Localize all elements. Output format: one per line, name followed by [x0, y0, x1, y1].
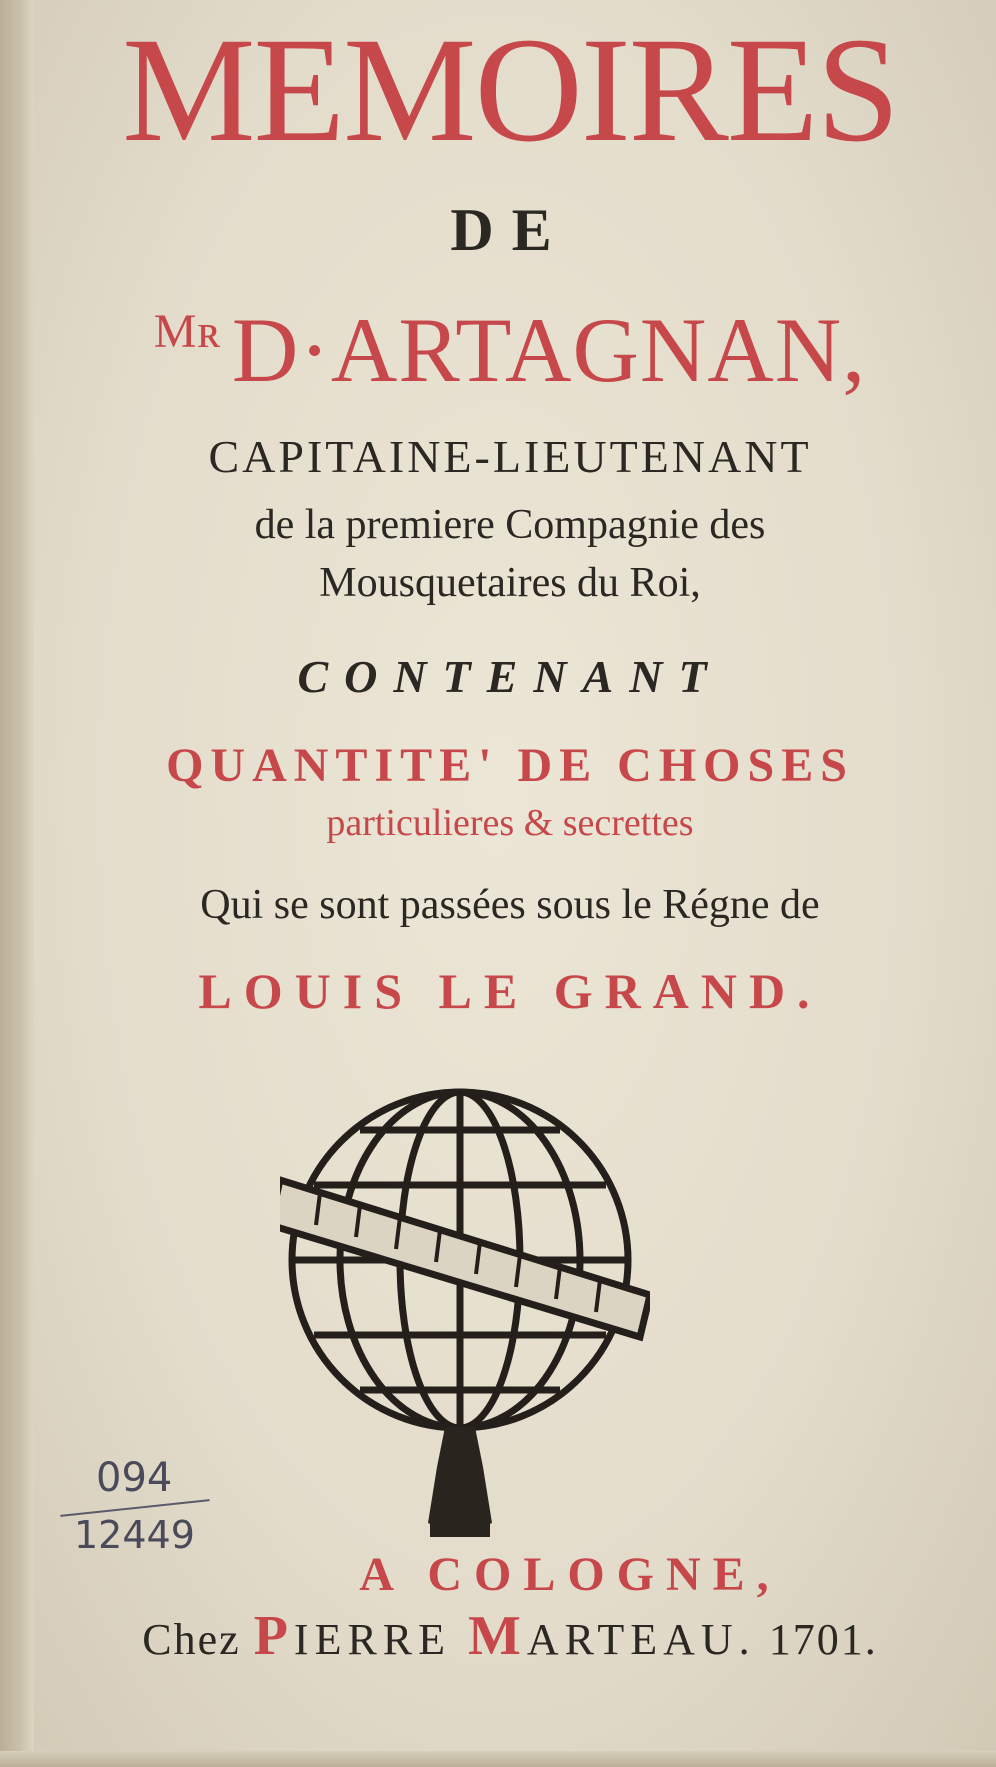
printer-first-initial: P: [253, 1605, 294, 1667]
page-bottom-edge: [0, 1751, 996, 1767]
shelfmark-top: 094: [96, 1455, 173, 1501]
shelfmark-bottom: 12449: [74, 1513, 195, 1557]
publication-year: 1701.: [768, 1615, 878, 1664]
place-of-publication: A COLOGNE,: [359, 1548, 781, 1601]
containing-heading: CONTENANT: [297, 651, 723, 702]
armillary-sphere-icon: [280, 1075, 650, 1545]
subject-heading: QUANTITE' DE CHOSES: [166, 739, 854, 792]
book-title: MEMOIRES: [122, 7, 898, 173]
reign-line: Qui se sont passées sous le Régne de: [200, 882, 820, 928]
author-title-abbrev: Mʀ: [153, 305, 222, 358]
author-name: [60, 282, 960, 400]
imprint-prefix: Chez: [142, 1615, 241, 1664]
company-line: de la premiere Compagnie des: [254, 502, 766, 548]
printer-last-rest: ARTEAU.: [526, 1615, 756, 1664]
musketeers-line: Mousquetaires du Roi,: [319, 560, 701, 606]
title-preposition: DE: [450, 197, 570, 263]
imprint-line: [60, 1605, 960, 1667]
printer-last-initial: M: [468, 1605, 527, 1667]
author-surname: D·ARTAGNAN,: [231, 299, 867, 401]
subject-detail: particulieres & secrettes: [326, 802, 694, 844]
book-spine-edge: [0, 0, 34, 1767]
king-name: LOUIS LE GRAND.: [198, 963, 822, 1019]
printer-name: [253, 1605, 756, 1667]
printer-first-rest: IERRE: [293, 1615, 452, 1664]
author-rank: CAPITAINE-LIEUTENANT: [208, 431, 812, 482]
